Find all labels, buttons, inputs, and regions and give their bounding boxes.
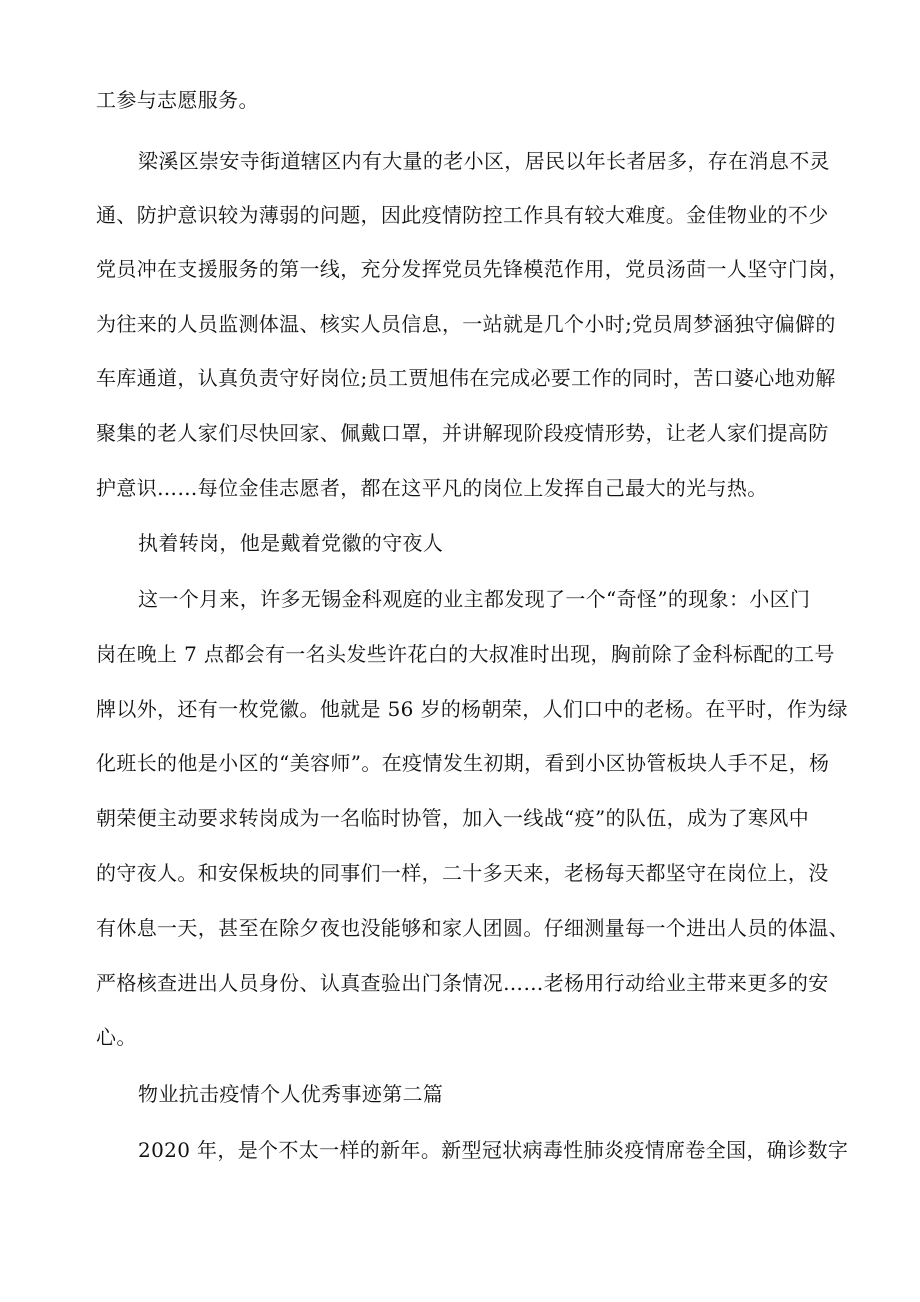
text-line: 心。 — [96, 1025, 137, 1049]
paragraph-start-line: 2020 年，是个不太一样的新年。新型冠状病毒性肺炎疫情席卷全国，确诊数字 — [138, 1138, 849, 1162]
text-line: 有休息一天，甚至在除夕夜也没能够和家人团圆。仔细测量每一个进出人员的体温、 — [96, 916, 849, 940]
text-line: 朝荣便主动要求转岗成为一名临时协管，加入一线战“疫”的队伍，成为了寒风中 — [96, 806, 810, 830]
text-line: 的守夜人。和安保板块的同事们一样，二十多天来，老杨每天都坚守在岗位上，没 — [96, 861, 829, 885]
section-heading: 物业抗击疫情个人优秀事迹第二篇 — [138, 1082, 444, 1106]
paragraph-start-line: 梁溪区崇安寺街道辖区内有大量的老小区，居民以年长者居多，存在消息不灵 — [138, 149, 830, 173]
text-line: 聚集的老人家们尽快回家、佩戴口罩，并讲解现阶段疫情形势，让老人家们提高防 — [96, 421, 829, 445]
text-line: 车库通道，认真负责守好岗位;员工贾旭伟在完成必要工作的同时，苦口婆心地劝解 — [96, 366, 836, 390]
text-line: 严格核查进出人员身份、认真查验出门条情况……老杨用行动给业主带来更多的安 — [96, 971, 829, 995]
text-line: 工参与志愿服务。 — [96, 88, 259, 112]
text-line: 通、防护意识较为薄弱的问题，因此疫情防控工作具有较大难度。金佳物业的不少 — [96, 203, 829, 227]
text-line: 岗在晚上 7 点都会有一名头发些许花白的大叔准时出现，胸前除了金科标配的工号 — [96, 642, 835, 666]
text-line: 为往来的人员监测体温、核实人员信息，一站就是几个小时;党员周梦涵独守偏僻的 — [96, 312, 836, 336]
text-line: 化班长的他是小区的“美容师”。在疫情发生初期，看到小区协管板块人手不足，杨 — [96, 751, 830, 775]
text-line: 牌以外，还有一枚党徽。他就是 56 岁的杨朝荣，人们口中的老杨。在平时，作为绿 — [96, 697, 848, 721]
section-heading: 执着转岗，他是戴着党徽的守夜人 — [138, 531, 444, 555]
text-line: 党员冲在支援服务的第一线，充分发挥党员先锋模范作用，党员汤茴一人坚守门岗， — [96, 257, 849, 281]
text-line: 护意识……每位金佳志愿者，都在这平凡的岗位上发挥自己最大的光与热。 — [96, 476, 768, 500]
paragraph-start-line: 这一个月来，许多无锡金科观庭的业主都发现了一个“奇怪”的现象：小区门 — [138, 587, 811, 611]
